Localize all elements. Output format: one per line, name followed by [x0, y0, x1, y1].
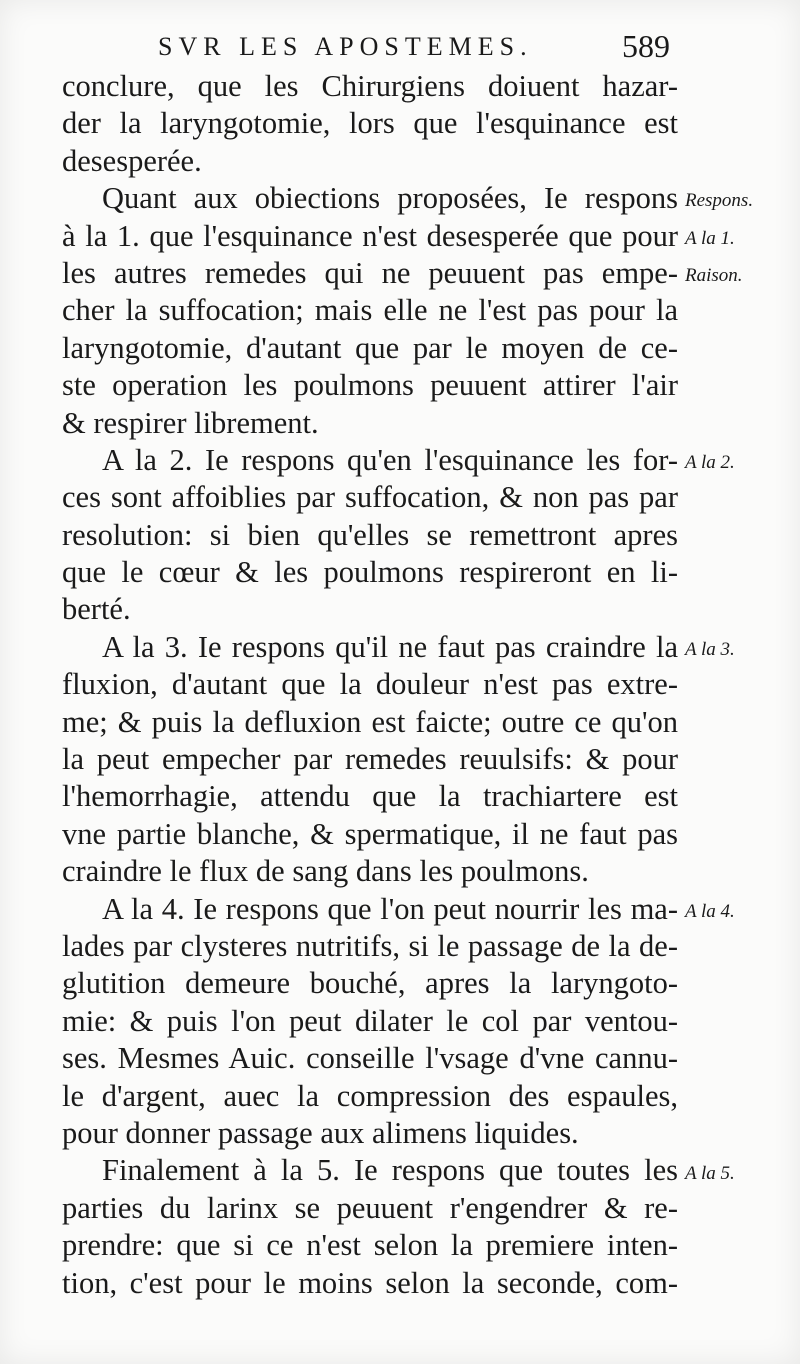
- text-line: vne partie blanche, & spermatique, il ne faut pas: [62, 816, 678, 851]
- text-line: prendre: que si ce n'est selon la premiere inten-: [62, 1228, 678, 1263]
- text-line: conclure, que les Chirurgiens doiuent hazar-: [62, 69, 678, 103]
- margin-note: A la 4.: [685, 900, 735, 922]
- text-line: parties du larinx se peuuent r'engendrer & re-: [62, 1190, 678, 1225]
- text-line: ses. Mesmes Auic. conseille l'vsage d'vne cannu-: [62, 1041, 678, 1076]
- text-line: fluxion, d'autant que la douleur n'est pas extre-: [62, 667, 678, 702]
- text-line: der la laryngotomie, lors que l'esquinance est: [62, 106, 678, 141]
- margin-note: A la 3.: [685, 639, 735, 660]
- page-header: [150, 28, 670, 68]
- text-line: Quant aux obiections proposées, Ie respons: [102, 181, 678, 216]
- text-line: le d'argent, auec la compression des espaules,: [62, 1078, 678, 1113]
- margin-note: A la 5.: [685, 1162, 735, 1184]
- text-line: ste operation les poulmons peuuent attirer l'air: [62, 368, 678, 403]
- text-line: l'hemorrhagie, attendu que la trachiartere est: [62, 779, 678, 814]
- text-line: cher la suffocation; mais elle ne l'est pas pour la: [62, 293, 678, 328]
- text-line: A la 3. Ie respons qu'il ne faut pas craindre la: [102, 629, 678, 664]
- text-line: les autres remedes qui ne peuuent pas empe-: [62, 255, 678, 290]
- margin-note: A la 2.: [685, 452, 735, 473]
- text-line: pour donner passage aux alimens liquides.: [62, 1115, 579, 1150]
- text-line: mie: & puis l'on peut dilater le col par ventou-: [62, 1003, 678, 1038]
- text-line: à la 1. que l'esquinance n'est desesperée que pour: [62, 218, 678, 253]
- text-line: glutition demeure bouché, apres la laryngoto-: [62, 966, 678, 1001]
- text-line: desesperée.: [62, 143, 202, 178]
- text-line: laryngotomie, d'autant que par le moyen de ce-: [62, 330, 678, 365]
- text-line: A la 2. Ie respons qu'en l'esquinance les for-: [102, 442, 678, 477]
- text-line: & respirer librement.: [62, 405, 319, 440]
- margin-note: Respons.: [685, 190, 754, 212]
- text-line: lades par clysteres nutritifs, si le passage de la de-: [62, 928, 678, 963]
- text-line: que le cœur & les poulmons respireront en li-: [62, 555, 678, 590]
- body-text: [62, 68, 678, 1302]
- text-line: Finalement à la 5. Ie respons que toutes les: [102, 1153, 678, 1188]
- text-line: berté.: [62, 592, 131, 627]
- text-line: craindre le flux de sang dans les poulmons.: [62, 854, 589, 889]
- text-line: A la 4. Ie respons que l'on peut nourrir les ma-: [102, 891, 678, 926]
- text-line: resolution: si bien qu'elles se remettront apres: [62, 517, 678, 552]
- page-number: 589: [622, 28, 670, 64]
- running-head: SVR LES APOSTEMES.: [158, 32, 533, 61]
- text-line: me; & puis la defluxion est faicte; outre ce qu'on: [62, 704, 678, 739]
- margin-note: A la 1.: [685, 227, 735, 249]
- text-line: la peut empecher par remedes reuulsifs: & pour: [62, 742, 678, 777]
- text-line: tion, c'est pour le moins selon la seconde, com-: [62, 1265, 678, 1300]
- text-line: ces sont affoiblies par suffocation, & non pas par: [62, 480, 678, 515]
- margin-note: Raison.: [685, 265, 743, 286]
